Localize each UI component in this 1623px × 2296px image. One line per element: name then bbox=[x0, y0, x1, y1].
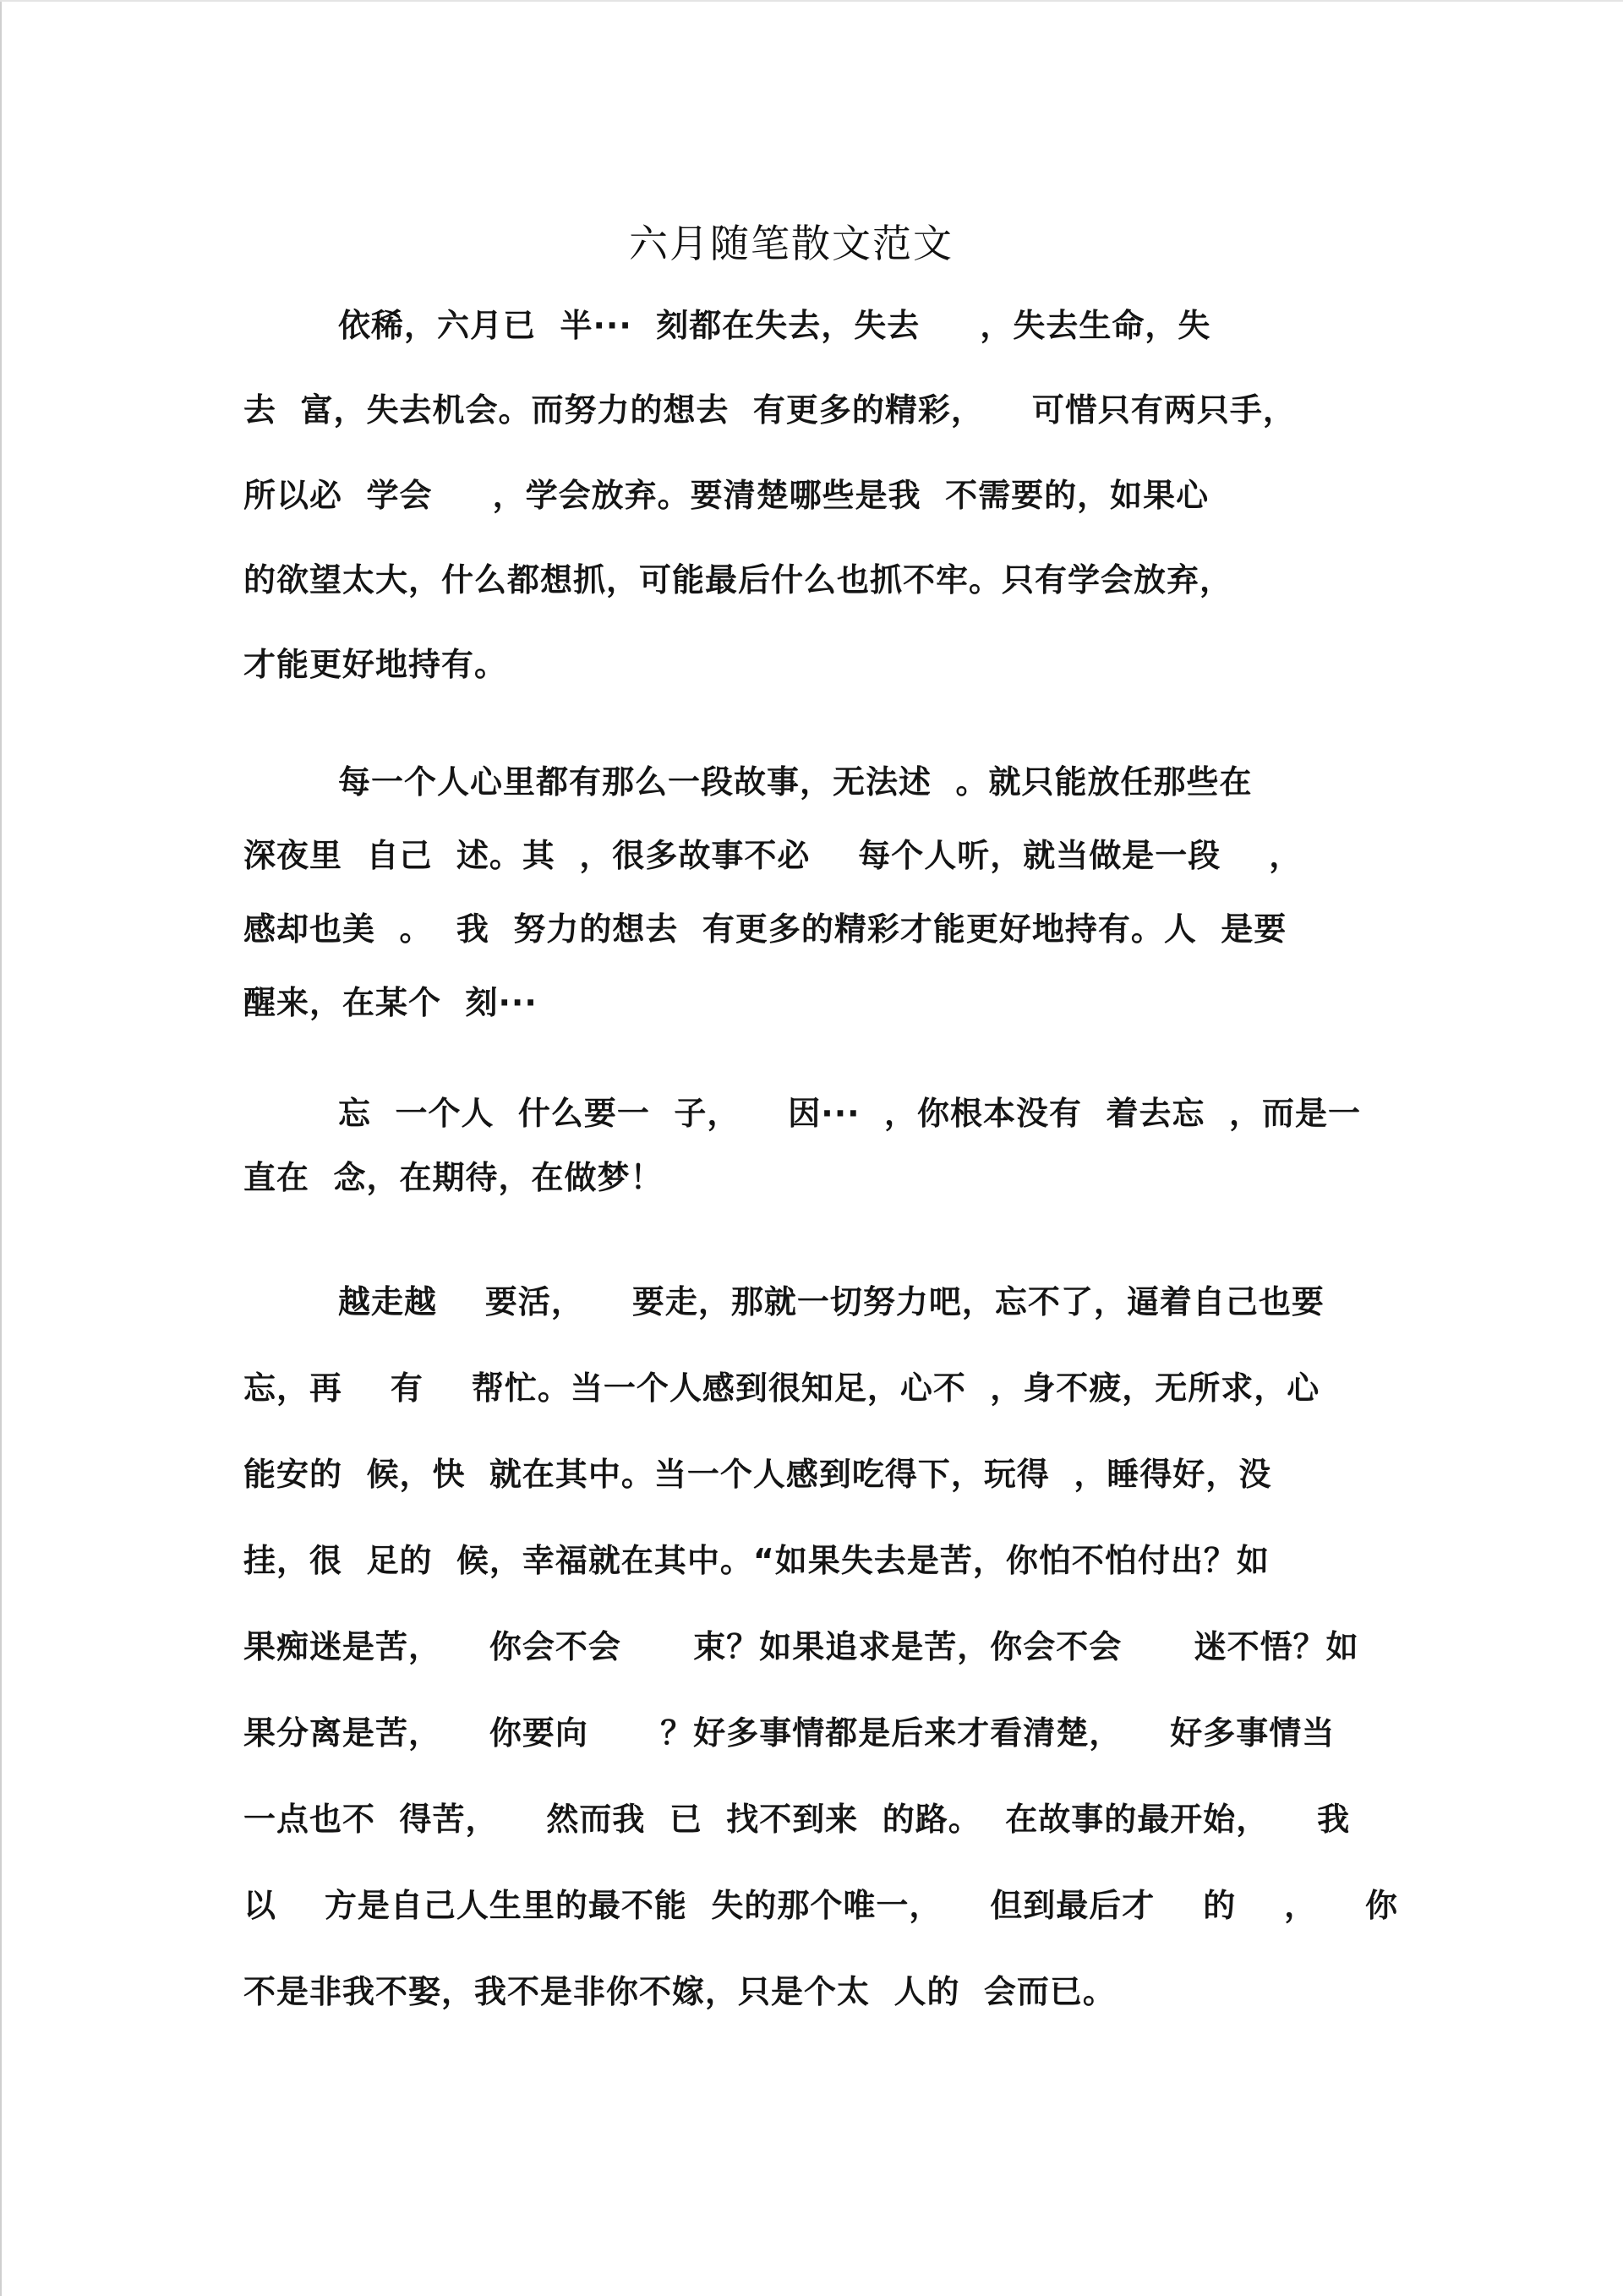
paragraph-1-line-5: 才能更好地持有。 bbox=[243, 646, 508, 683]
paragraph-1-line-2: 去 富，失去机会。而努力的想去 有更多的精彩， 可惜只有两只手， bbox=[243, 391, 1296, 429]
paragraph-4-line-6: 果分离是苦， 你要向 ？好多事情都是后来才看清楚， 好多事情当 bbox=[243, 1714, 1336, 1752]
page-left-border bbox=[0, 0, 2, 2296]
paragraph-1-line-3: 所以必 学会 ，学会放弃。要清楚哪些是我 不需要的，如果心 bbox=[243, 477, 1210, 514]
paragraph-1-line-4: 的欲望太大，什么都想抓，可能最后什么也抓不牢。只有学会放弃， bbox=[243, 561, 1233, 599]
paragraph-1-line-1: 依稀，六月已 半··· 刻都在失去，失去 ，失去生命，失 bbox=[338, 307, 1211, 344]
paragraph-4-line-7: 一点也不 得苦， 然而我 已 找不到来 的路。 在故事的最开始， 我 bbox=[243, 1801, 1351, 1838]
paragraph-4-line-5: 果痴迷是苦， 你会不会 束？如果追求是苦，你会不会 迷不悟？如 bbox=[243, 1628, 1359, 1665]
page-top-border bbox=[0, 0, 1623, 2]
paragraph-3-line-1: 忘 一个人 什么要一 子， 因··· ，你根本没有 着去忘 ，而是一 bbox=[338, 1095, 1361, 1132]
paragraph-4-line-9: 不是非我不娶，我不是非你不嫁，只是个太 人的 会而已。 bbox=[243, 1973, 1116, 2010]
paragraph-2-line-3: 感却也美 。 我 努力的想去 有更多的精彩才能更好地持有。人 是要 bbox=[243, 910, 1287, 948]
paragraph-2-line-1: 每一个人心里都有那么一段故事，无法述 。就只能放任那些在 bbox=[338, 763, 1253, 801]
paragraph-4-line-1: 越走越 要活， 要走，那就一切努力吧，忘不了，逼着自己也要 bbox=[338, 1283, 1325, 1320]
paragraph-2-line-2: 深夜里 自己 述。其 ，很多故事不必 每个人听，就当做是一段 ， bbox=[243, 837, 1303, 874]
paragraph-4-line-4: 挂，很 足的 候，幸福就在其中。“如果失去是苦，你怕不怕付出？如 bbox=[243, 1542, 1270, 1579]
paragraph-3-line-2: 直在 念，在期待，在做梦！ bbox=[243, 1159, 664, 1196]
paragraph-2-line-4: 醒来，在某个 刻··· bbox=[243, 984, 538, 1021]
paragraph-4-line-2: 忘，再 有 帮忙。当一个人感到很知足，心不 ，身不疲，无所求，心 bbox=[243, 1369, 1320, 1407]
paragraph-4-line-8: 以 方是自己人生里的最不能 失的那个唯一， 但到最后才 的 ， 你 bbox=[243, 1887, 1399, 1924]
page-title: 六月随笔散文范文 bbox=[629, 221, 954, 266]
paragraph-4-line-3: 能安的 候，快 就在其中。当一个人感到吃得下，玩得 ，睡得好，没 bbox=[243, 1456, 1272, 1493]
